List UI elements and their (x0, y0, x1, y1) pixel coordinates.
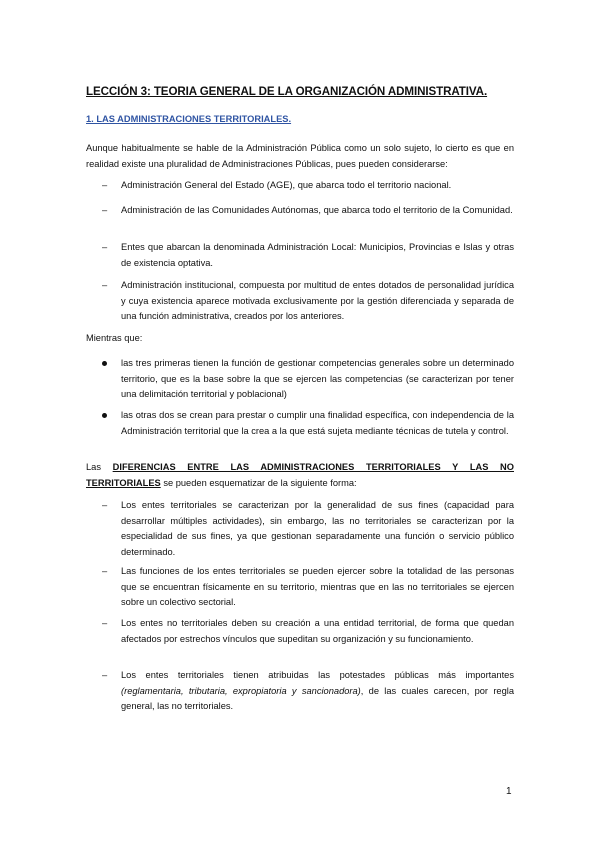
bullet-icon (102, 361, 107, 366)
list-item-text: Administración General del Estado (AGE), que abarca todo el territorio nacional. (121, 180, 452, 190)
list-item-text: Administración de las Comunidades Autónomas, que abarca todo el territorio de la Comunidad. (121, 205, 513, 215)
last-item-text-after: , de las cuales carecen, por regla general, las no territoriales. (121, 685, 514, 712)
list-item (86, 408, 514, 439)
list-item (86, 240, 514, 271)
list-item-text: Los entes no territoriales deben su creación a una entidad territorial, de forma que quedan afectados por estrechos vínculos que supeditan su organización y su funcionamiento. (121, 618, 514, 644)
list-item-text (121, 668, 514, 715)
intro-paragraph: Aunque habitualmente se hable de la Administración Pública como un solo sujeto, lo cierto es que en realidad existe una pluralidad de Administraciones Públicas, pues pueden considerarse: (86, 143, 514, 169)
last-item-italic: (reglamentaria, tributaria, expropiatoria y sancionadora) (121, 685, 361, 696)
last-item-text-before: Los entes territoriales tienen atribuidas las potestades públicas más importantes (121, 670, 514, 680)
list-item-text: Entes que abarcan la denominada Administración Local: Municipios, Provincias e Islas y otras de existencia optativa. (121, 242, 514, 268)
diferencias-suffix: se pueden esquematizar de la siguiente forma: (160, 477, 357, 488)
list-item (86, 564, 514, 611)
diferencias-highlight: DIFERENCIAS ENTRE LAS ADMINISTRACIONES TERRITORIALES Y LAS NO TERRITORIALES (86, 462, 514, 488)
dash-marker: – (102, 180, 108, 190)
dash-marker: – (102, 205, 108, 215)
list-item (86, 668, 514, 715)
list-item (86, 178, 514, 194)
dash-marker: – (102, 500, 108, 510)
list-item (86, 278, 514, 325)
mientras-text: Mientras que: (86, 333, 143, 343)
dash-marker: – (102, 280, 108, 290)
dash-marker: – (102, 670, 108, 680)
bullet-icon (102, 413, 107, 418)
list-item (86, 203, 514, 219)
page-number: 1 (506, 786, 512, 797)
list-item (86, 498, 514, 560)
list-item-text: Las funciones de los entes territoriales se pueden ejercer sobre la totalidad de las personas que se encuentran físicamente en su territorio, mientras que en las no territoriales se ejercen sobre un colectivo sectorial. (121, 566, 514, 608)
list-item-text: Administración institucional, compuesta por multitud de entes dotados de personalidad jurídica y cuya existencia aparece motivada exclusivamente por la gestión diferenciada y separada de una función administrativa, creados por los anteriores. (121, 280, 514, 322)
list-item-text: las otras dos se crean para prestar o cumplir una finalidad específica, con independencia de la Administración territorial que la crea a la que está sujeta mediante técnicas de tutela y control. (121, 410, 514, 436)
list-item (86, 356, 514, 403)
diferencias-paragraph (86, 460, 514, 491)
dash-marker: – (102, 618, 108, 628)
list-item-text: las tres primeras tienen la función de gestionar competencias generales sobre un determinado territorio, que es la base sobre la que se ejercen las competencias (se caracterizan por tener una delimitación territorial y poblacional) (121, 358, 514, 400)
list-item-text: Los entes territoriales se caracterizan por la generalidad de sus fines (capacidad para desarrollar múltiples actividades), sin embargo, las no territoriales se caracterizan por la especialidad de sus fines, ya que gestionan separadamente una función o servicio público determinado. (121, 500, 514, 557)
dash-marker: – (102, 566, 108, 576)
lesson-title: LECCIÓN 3: TEORIA GENERAL DE LA ORGANIZACIÓN ADMINISTRATIVA. (86, 85, 488, 98)
diferencias-prefix: Las (86, 462, 113, 472)
dash-marker: – (102, 242, 108, 252)
section-heading: 1. LAS ADMINISTRACIONES TERRITORIALES. (86, 114, 292, 124)
list-item (86, 616, 514, 647)
